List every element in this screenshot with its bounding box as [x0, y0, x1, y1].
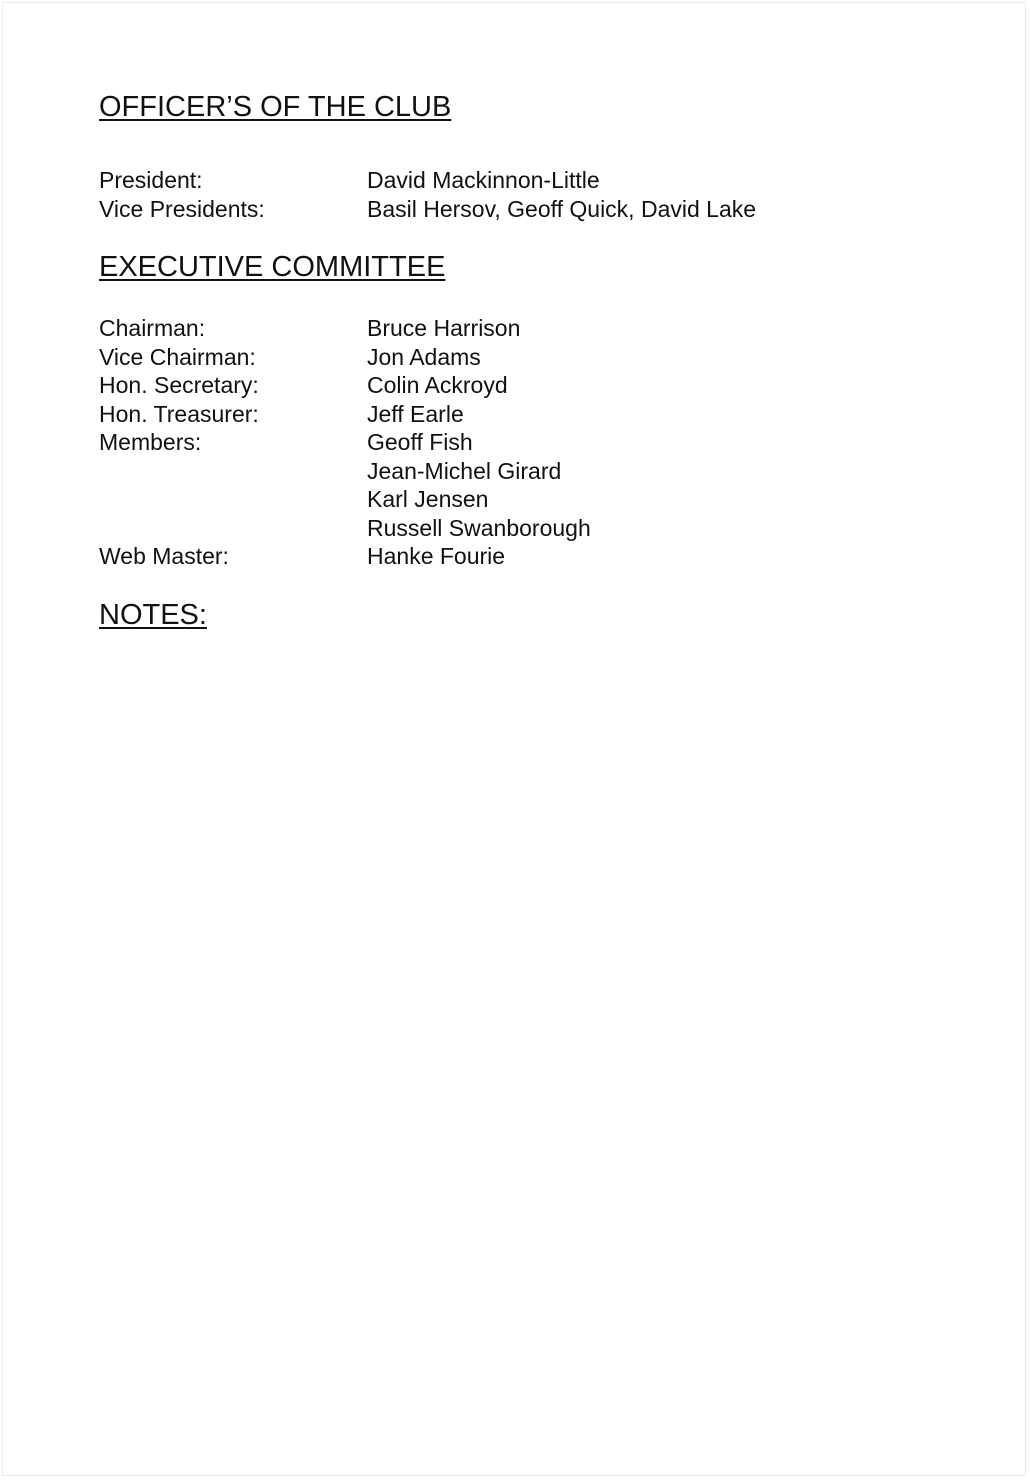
vice-chairman-value: Jon Adams	[367, 343, 481, 370]
web-master-label: Web Master:	[99, 543, 229, 569]
members-list	[367, 428, 591, 542]
web-master-value: Hanke Fourie	[367, 543, 506, 569]
secretary-value: Colin Ackroyd	[367, 372, 508, 398]
officers-section	[99, 166, 756, 223]
executive-row-chairman	[99, 314, 591, 343]
document-page	[2, 2, 1026, 1476]
members-label: Members:	[99, 429, 202, 455]
executive-row-secretary	[99, 371, 591, 400]
member-name: Karl Jensen	[367, 486, 489, 512]
treasurer-label: Hon. Treasurer:	[99, 400, 259, 427]
president-value: David Mackinnon-Little	[367, 167, 600, 193]
president-label: President:	[99, 167, 203, 193]
member-name: Russell Swanborough	[367, 514, 591, 541]
secretary-label: Hon. Secretary:	[99, 372, 259, 398]
vice-chairman-label: Vice Chairman:	[99, 343, 256, 370]
vice-presidents-value: Basil Hersov, Geoff Quick, David Lake	[367, 195, 757, 222]
officer-row-vice-presidents	[99, 195, 756, 224]
vice-presidents-label: Vice Presidents:	[99, 195, 265, 222]
chairman-label: Chairman:	[99, 315, 206, 341]
chairman-value: Bruce Harrison	[367, 315, 521, 341]
executive-row-web-master	[99, 542, 591, 571]
executive-committee-heading: EXECUTIVE COMMITTEE	[99, 251, 446, 283]
executive-row-treasurer	[99, 400, 591, 429]
notes-heading: NOTES:	[99, 599, 207, 631]
executive-row-vice-chairman	[99, 343, 591, 372]
officer-row-president	[99, 166, 756, 195]
member-name: Jean-Michel Girard	[367, 457, 562, 484]
treasurer-value: Jeff Earle	[367, 400, 464, 427]
officers-heading: OFFICER’S OF THE CLUB	[99, 91, 452, 123]
member-name: Geoff Fish	[367, 429, 473, 455]
executive-section	[99, 314, 591, 571]
executive-row-members	[99, 428, 591, 542]
